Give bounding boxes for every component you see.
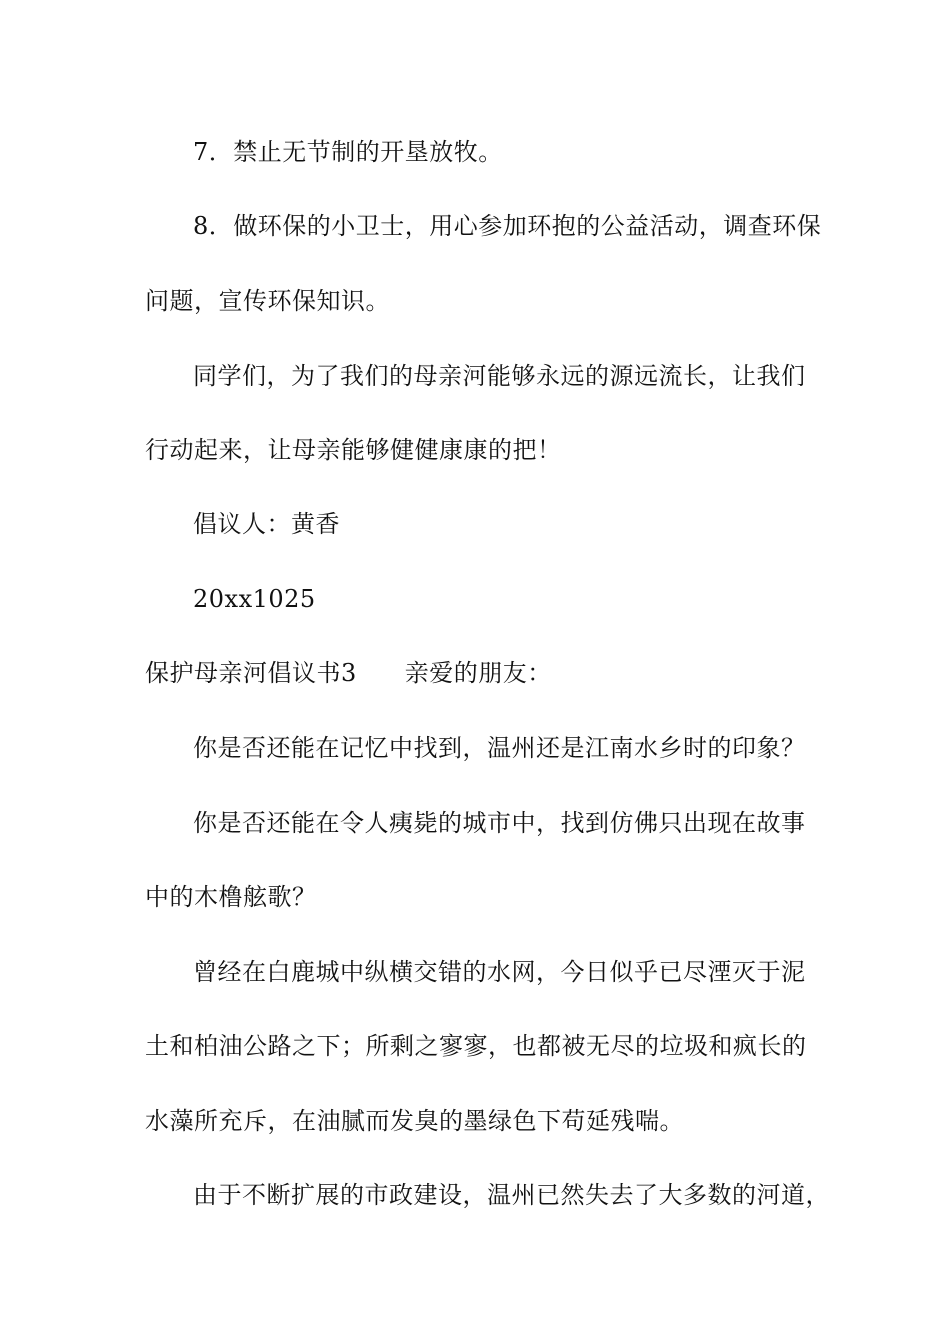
paragraph-line: 7．禁止无节制的开垦放牧。	[193, 138, 503, 166]
section-title: 保护母亲河倡议书3	[145, 659, 357, 687]
paragraph-line: 同学们，为了我们的母亲河能够永远的源远流长，让我们	[193, 362, 806, 390]
paragraph-line: 你是否还能在令人痍毙的城市中，找到仿佛只出现在故事	[193, 809, 806, 837]
paragraph-line: 8．做环保的小卫士，用心参加环抱的公益活动，调查环保	[193, 212, 822, 240]
paragraph-line: 曾经在白鹿城中纵横交错的水网，今日似乎已尽湮灭于泥	[193, 958, 806, 986]
paragraph-line: 水藻所充斥，在油腻而发臭的墨绿色下苟延残喘。	[145, 1107, 684, 1135]
paragraph-line: 行动起来，让母亲能够健健康康的把！	[145, 436, 562, 464]
paragraph-line: 中的木橹舷歌？	[145, 883, 317, 911]
section-heading-line	[145, 658, 552, 688]
salutation: 亲爱的朋友：	[404, 659, 552, 687]
paragraph-line: 问题，宣传环保知识。	[145, 287, 390, 315]
signature-line: 倡议人：黄香	[193, 510, 340, 538]
date-line: 20xx1025	[193, 585, 316, 613]
paragraph-line: 土和柏油公路之下；所剩之寥寥，也都被无尽的垃圾和疯长的	[145, 1032, 807, 1060]
paragraph-line: 由于不断扩展的市政建设，温州已然失去了大多数的河道，	[193, 1181, 830, 1209]
paragraph-line: 你是否还能在记忆中找到，温州还是江南水乡时的印象？	[193, 734, 806, 762]
